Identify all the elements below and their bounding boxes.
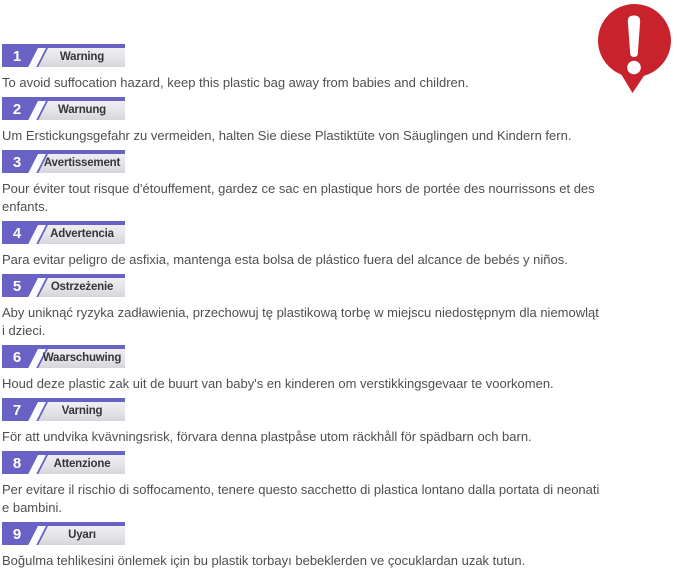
warning-label: Attenzione (53, 458, 111, 471)
section-number: 6 (12, 348, 22, 366)
warning-banner (2, 274, 125, 297)
warning-text: Um Erstickungsgefahr zu vermeiden, halten Sie diese Plastiktüte von Säuglingen und Kindern fern. (2, 128, 572, 143)
warning-banner (2, 44, 125, 67)
warning-label: Warning (59, 51, 105, 64)
section-number: 3 (12, 153, 22, 171)
section-number: 5 (12, 277, 22, 295)
section-number: 8 (12, 454, 22, 472)
warning-text: To avoid suffocation hazard, keep this plastic bag away from babies and children. (2, 75, 469, 90)
warning-section-swedish (2, 398, 679, 446)
warning-section-french (2, 150, 679, 216)
warning-section-english (2, 44, 679, 92)
warning-section-turkish (2, 522, 679, 570)
warning-text: Para evitar peligro de asfixia, mantenga esta bolsa de plástico fuera del alcance de bebés y niños. (2, 252, 568, 267)
section-number: 7 (12, 401, 22, 419)
warning-section-german (2, 97, 679, 145)
warning-text: Pour éviter tout risque d'étouffement, gardez ce sac en plastique hors de portée des nourrissons et des enfants. (2, 181, 595, 214)
warning-label: Warnung (58, 104, 106, 117)
warning-text: Boğulma tehlikesini önlemek için bu plastik torbayı bebeklerden ve çocuklardan uzak tutun. (2, 553, 526, 568)
warning-text: Per evitare il rischio di soffocamento, tenere questo sacchetto di plastica lontano dalla portata di neonati e bambini. (2, 482, 600, 515)
warning-banner (2, 451, 125, 474)
warning-text: Aby uniknąć ryzyka zadławienia, przechowuj tę plastikową torbę w miejscu niedostępnym dla niemowląt i dzieci. (2, 305, 599, 338)
warning-label: Waarschuwing (42, 352, 122, 365)
warning-banner (2, 221, 125, 244)
warning-banner (2, 398, 125, 421)
section-number: 4 (12, 224, 22, 242)
section-number: 9 (12, 525, 22, 543)
warning-section-italian (2, 451, 679, 517)
warning-section-spanish (2, 221, 679, 269)
warning-section-dutch (2, 345, 679, 393)
section-number: 2 (12, 100, 22, 118)
warning-section-polish (2, 274, 679, 340)
warning-label: Ostrzeżenie (50, 281, 114, 294)
warning-label: Avertissement (43, 157, 121, 170)
warning-banner (2, 522, 125, 545)
warning-banner (2, 345, 125, 368)
warning-label: Varning (61, 405, 103, 418)
warning-banner (2, 150, 125, 173)
warning-text: Houd deze plastic zak uit de buurt van baby's en kinderen om verstikkingsgevaar te voorkomen. (2, 376, 554, 391)
warning-sections (2, 44, 679, 575)
warning-text: För att undvika kvävningsrisk, förvara denna plastpåse utom räckhåll för spädbarn och barn. (2, 429, 532, 444)
section-number: 1 (12, 47, 22, 65)
warning-label: Uyarı (68, 529, 96, 542)
warning-banner (2, 97, 125, 120)
warning-label: Advertencia (50, 228, 114, 241)
